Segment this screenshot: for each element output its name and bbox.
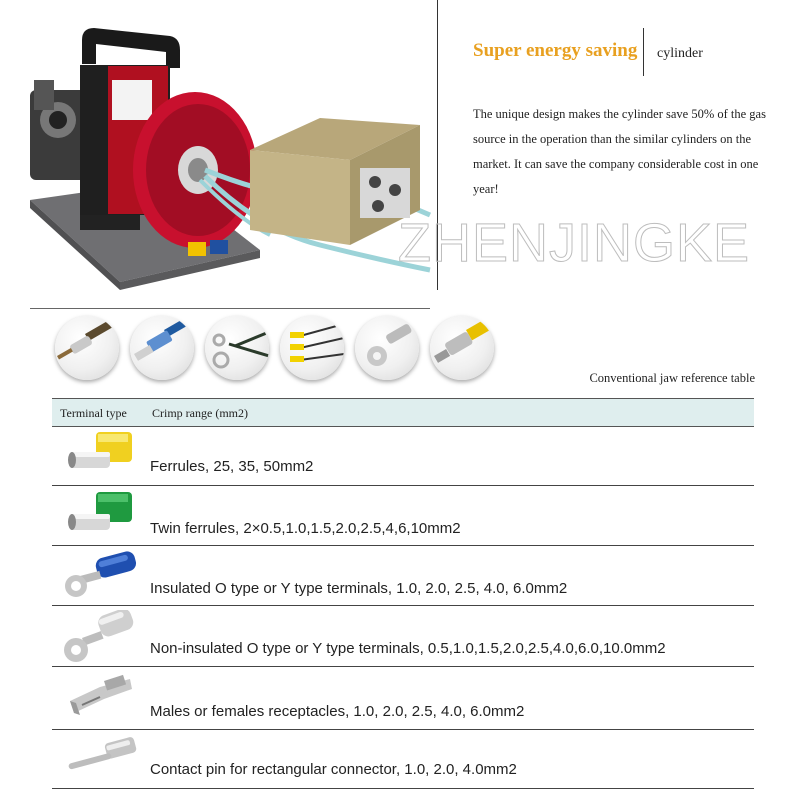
feature-subheading: cylinder <box>657 46 703 61</box>
terminal-description: Twin ferrules, 2×0.5,1.0,1.5,2.0,2.5,4,6,10mm2 <box>150 520 461 537</box>
feature-description: The unique design makes the cylinder save 50% of the gas source in the operation than the similar cylinders on the market. It can save the company considerable cost in one year! <box>473 107 766 196</box>
table-row <box>52 606 754 667</box>
yellow-ferrule-icon <box>60 430 140 482</box>
terminal-description: Contact pin for rectangular connector, 1.0, 2.0, 4.0mm2 <box>150 761 517 778</box>
terminal-description: Ferrules, 25, 35, 50mm2 <box>150 458 314 475</box>
pneumatic-crimper-image <box>20 20 440 300</box>
terminal-description: Non-insulated O type or Y type terminals, 0.5,1.0,1.5,2.0,2.5,4.0,6.0,10.0mm2 <box>150 640 666 657</box>
table-row <box>52 546 754 606</box>
contact-pin-icon <box>430 316 494 380</box>
column-header-crimp-range: Crimp range (mm2) <box>152 406 248 420</box>
divider <box>643 28 644 76</box>
watermark: ZHENJINGKE <box>398 213 751 273</box>
contact-pin-icon <box>60 734 140 784</box>
table-row <box>52 730 754 789</box>
divider <box>30 308 430 309</box>
table-row <box>52 486 754 546</box>
column-header-terminal-type: Terminal type <box>60 406 127 420</box>
insulated-ferrule-icon <box>130 316 194 380</box>
ring-terminal-icon <box>205 316 269 380</box>
table-caption: Conventional jaw reference table <box>589 371 755 385</box>
terminal-description: Males or females receptacles, 1.0, 2.0, 2.5, 4.0, 6.0mm2 <box>150 703 525 720</box>
feature-heading: Super energy saving <box>473 40 638 61</box>
non-insulated-ring-icon <box>355 316 419 380</box>
green-twin-ferrule-icon <box>60 490 140 542</box>
blue-ring-terminal-icon <box>60 550 140 602</box>
multi-ferrule-icon <box>280 316 344 380</box>
table-row <box>52 426 754 486</box>
receptacle-icon <box>60 671 140 727</box>
terminal-description: Insulated O type or Y type terminals, 1.0, 2.0, 2.5, 4.0, 6.0mm2 <box>150 580 568 597</box>
table-header <box>52 398 754 427</box>
ring-terminal-icon <box>60 610 140 664</box>
table-row <box>52 667 754 730</box>
ferrule-icon <box>55 316 119 380</box>
